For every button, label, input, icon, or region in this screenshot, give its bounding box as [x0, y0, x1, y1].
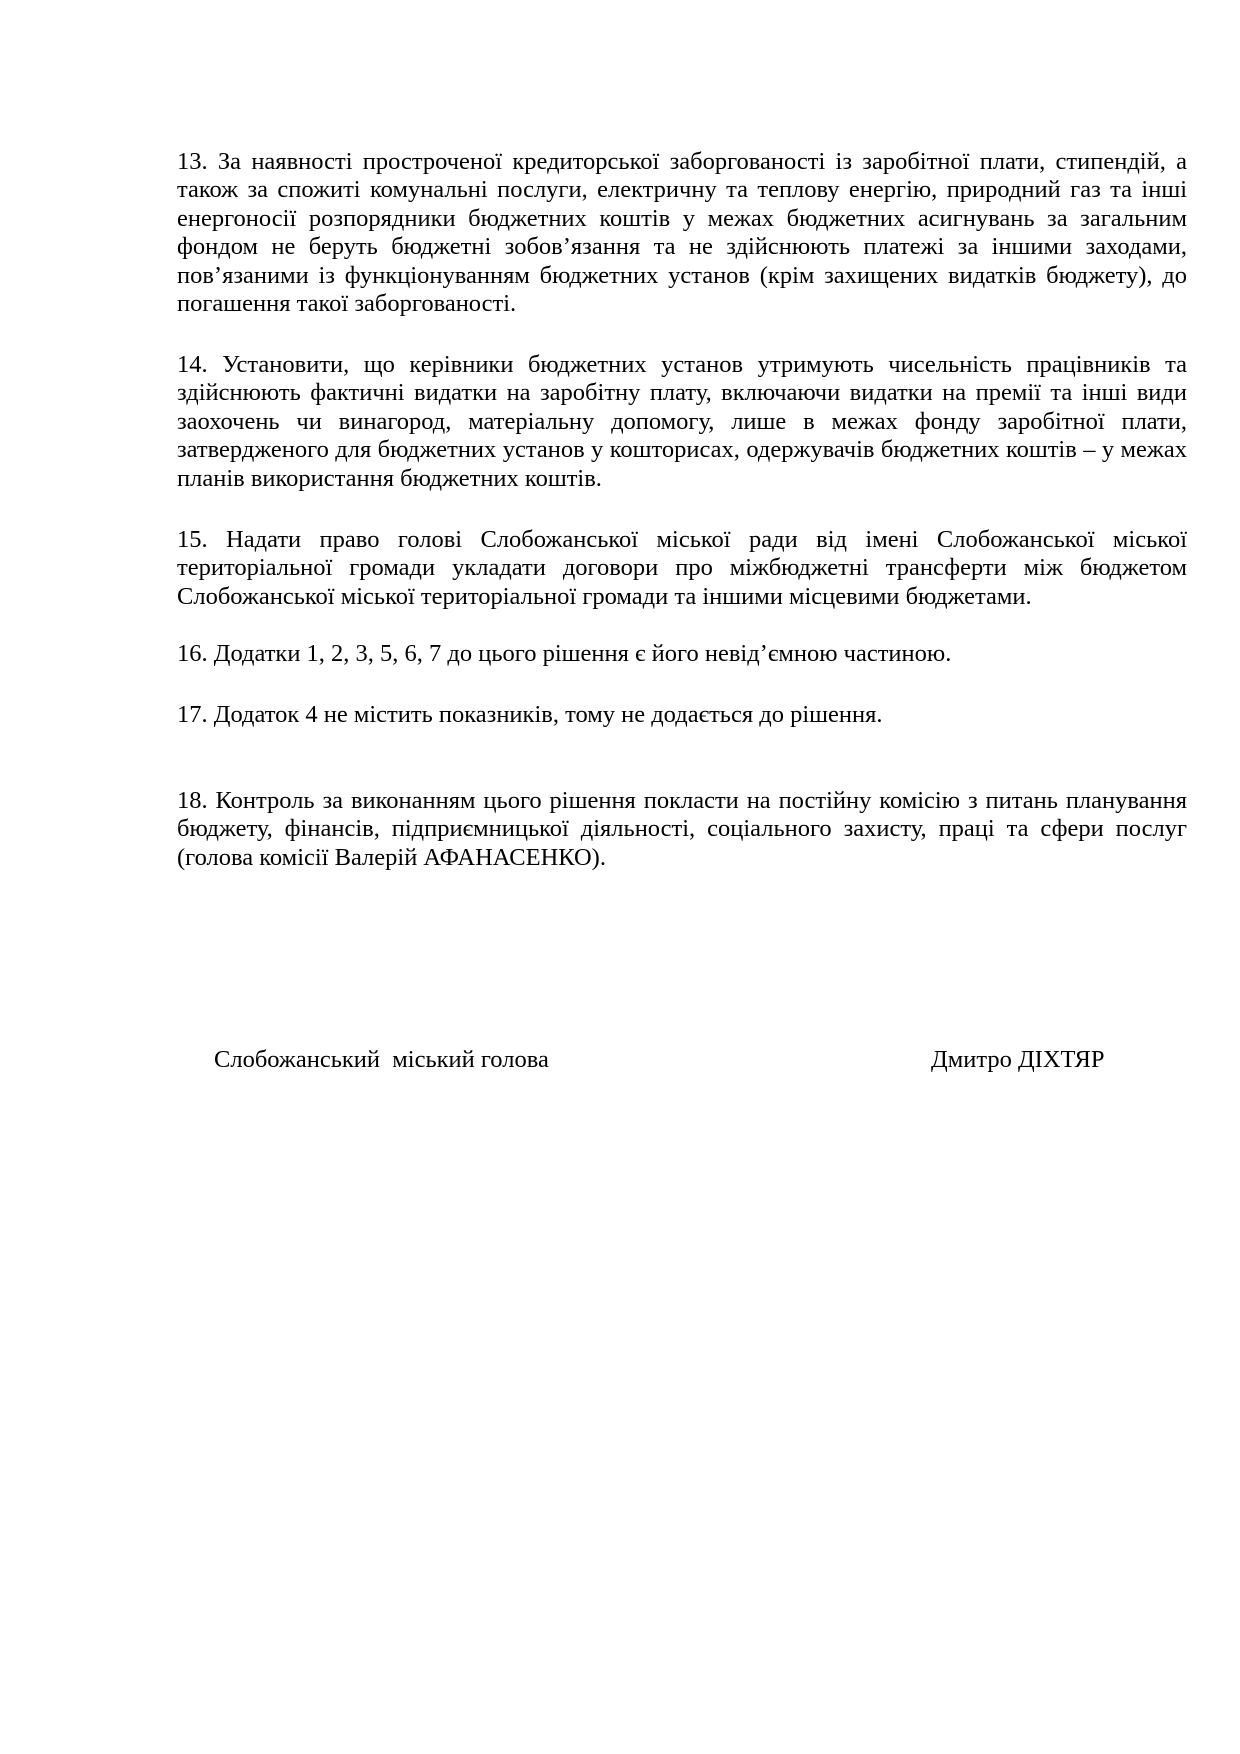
paragraph-15: 15. Надати право голові Слобожанської міської ради від імені Слобожанської міської територіальної громади укладати договори про міжбюджетні трансферти між бюджетом Слобожанської міської територіальної громади та іншими місцевими бюджетами. [177, 526, 1187, 610]
paragraph-17: 17. Додаток 4 не містить показників, тому не додається до рішення. [177, 701, 883, 728]
signature-name: Дмитро ДІХТЯР [931, 1046, 1105, 1073]
paragraph-18: 18. Контроль за виконанням цього рішення покласти на постійну комісію з питань планування бюджету, фінансів, підприємницької діяльності, соціального захисту, праці та сфери послуг (голова комісії Валерій АФАНАСЕНКО). [177, 787, 1187, 871]
signature-position: Слобожанський міський голова [214, 1046, 549, 1073]
paragraph-14: 14. Установити, що керівники бюджетних установ утримують чисельність працівників та здійснюють фактичні видатки на заробітну плату, включаючи видатки на премії та інші види заохочень чи винагород, матеріальну допомогу, лише в межах фонду заробітної плати, затвердженого для бюджетних установ у кошторисах, одержувачів бюджетних коштів – у межах планів використання бюджетних коштів. [177, 351, 1187, 492]
paragraph-16: 16. Додатки 1, 2, 3, 5, 6, 7 до цього рішення є його невід’ємною частиною. [177, 640, 952, 667]
paragraph-13: 13. За наявності простроченої кредиторської заборгованості із заробітної плати, стипендій, а також за спожиті комунальні послуги, електричну та теплову енергію, природний газ та інші енергоносії розпорядники бюджетних коштів у межах бюджетних асигнувань за загальним фондом не беруть бюджетні зобов’язання та не здійснюють платежі за іншими заходами, пов’язаними із функціонуванням бюджетних установ (крім захищених видатків бюджету), до погашення такої заборгованості. [177, 148, 1187, 318]
